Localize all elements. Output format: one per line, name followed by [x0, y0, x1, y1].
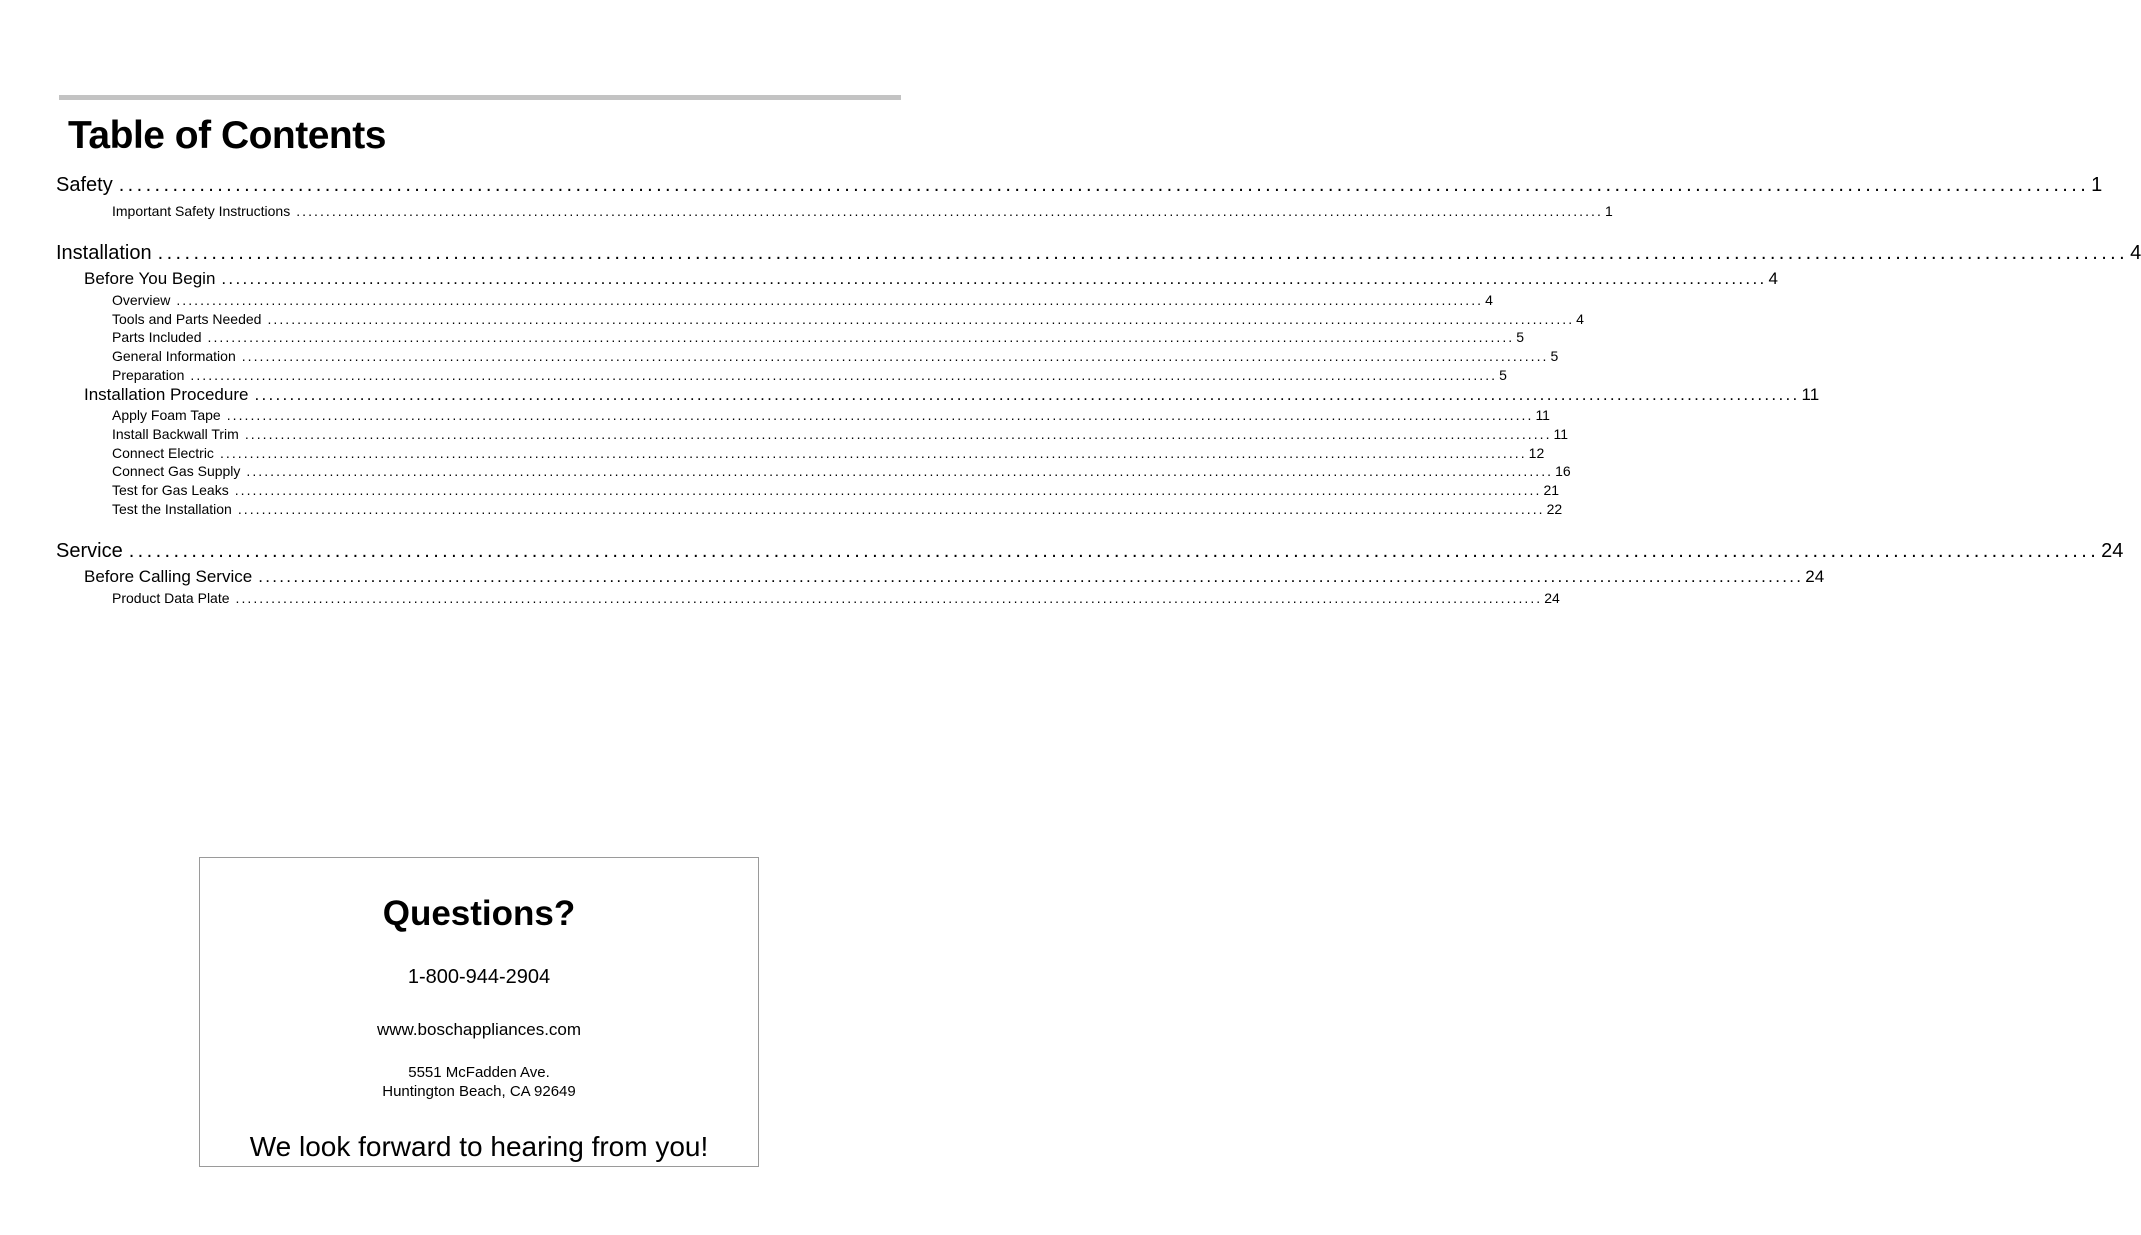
toc-entry-parts-included[interactable] [112, 329, 1525, 345]
closing-message: We look forward to hearing from you! [249, 1131, 709, 1162]
toc-page-number: 11 [1535, 407, 1550, 423]
toc-entry-installation[interactable] [56, 242, 2141, 265]
toc-entry-important-safety-instructions[interactable] [112, 203, 1613, 219]
toc-label: Installation [56, 242, 152, 264]
toc-label: Connect Electric [112, 445, 214, 461]
toc-page-number: 12 [1528, 445, 1545, 461]
toc-page-number: 11 [1553, 426, 1569, 442]
address-line-2: Huntington Beach, CA 92649 [382, 1083, 576, 1100]
toc-label: Connect Gas Supply [112, 463, 241, 479]
toc-page-number: 4 [1768, 269, 1778, 288]
toc-label: Preparation [112, 367, 185, 383]
toc-label: Parts Included [112, 329, 202, 345]
table-of-contents [56, 0, 2141, 620]
dot-leader: ............................................................................................................................................................................................................................ [128, 540, 2100, 562]
dot-leader: ............................................................................................................................................................................................................................ [237, 501, 1545, 517]
toc-label: Product Data Plate [112, 590, 230, 606]
toc-entry-apply-foam-tape[interactable] [112, 407, 1550, 423]
toc-page-number: 24 [1544, 590, 1560, 606]
dot-leader: ............................................................................................................................................................................................................................ [226, 407, 1534, 423]
toc-label: Install Backwall Trim [112, 426, 239, 442]
toc-label: Test for Gas Leaks [112, 482, 229, 498]
dot-leader: ............................................................................................................................................................................................................................ [235, 590, 1543, 606]
toc-page-number: 5 [1516, 329, 1525, 345]
toc-label: Service [56, 540, 123, 562]
toc-entry-connect-gas-supply[interactable] [112, 463, 1571, 479]
toc-entry-preparation[interactable] [112, 367, 1507, 383]
toc-page-number: 4 [2130, 242, 2141, 264]
toc-page-number: 1 [2091, 174, 2103, 196]
toc-entry-connect-electric[interactable] [112, 445, 1545, 461]
toc-entry-installation-procedure[interactable] [84, 385, 1820, 405]
dot-leader: ............................................................................................................................................................................................................................ [219, 445, 1527, 461]
toc-entry-tools-and-parts-needed[interactable] [112, 311, 1584, 327]
dot-leader: ............................................................................................................................................................................................................................ [157, 242, 2129, 264]
address-line-1: 5551 McFadden Ave. [408, 1064, 550, 1081]
toc-entry-before-calling-service[interactable] [84, 567, 1825, 587]
toc-label: Before Calling Service [84, 567, 253, 586]
toc-entry-overview[interactable] [112, 292, 1493, 308]
toc-entry-before-you-begin[interactable] [84, 269, 1778, 289]
dot-leader: ............................................................................................................................................................................................................................ [241, 348, 1549, 364]
toc-label: Apply Foam Tape [112, 407, 221, 423]
dot-leader: ............................................................................................................................................................................................................................ [246, 463, 1554, 479]
toc-page-number: 21 [1543, 482, 1560, 498]
questions-heading: Questions? [382, 894, 576, 933]
toc-page-number: 11 [1801, 385, 1820, 404]
dot-leader: ............................................................................................................................................................................................................................ [254, 385, 1800, 404]
toc-page-number: 24 [2101, 540, 2124, 562]
dot-leader: ............................................................................................................................................................................................................................ [176, 292, 1484, 308]
toc-page-number: 4 [1485, 292, 1493, 308]
website-link[interactable]: www.boschappliances.com [376, 1020, 582, 1039]
dot-leader: ............................................................................................................................................................................................................................ [221, 269, 1767, 288]
toc-entry-test-for-gas-leaks[interactable] [112, 482, 1560, 498]
dot-leader: ............................................................................................................................................................................................................................ [244, 426, 1552, 442]
toc-label: Before You Begin [84, 269, 216, 288]
dot-leader: ............................................................................................................................................................................................................................ [207, 329, 1515, 345]
toc-page-number: 5 [1550, 348, 1559, 364]
page-title: Table of Contents [68, 114, 386, 157]
toc-entry-product-data-plate[interactable] [112, 590, 1560, 606]
dot-leader: ............................................................................................................................................................................................................................ [267, 311, 1575, 327]
toc-entry-install-backwall-trim[interactable] [112, 426, 1569, 442]
toc-label: Important Safety Instructions [112, 203, 291, 219]
toc-label: General Information [112, 348, 236, 364]
dot-leader: ............................................................................................................................................................................................................................ [296, 203, 1603, 219]
dot-leader: ............................................................................................................................................................................................................................ [190, 367, 1498, 383]
toc-page-number: 22 [1546, 501, 1563, 517]
toc-label: Installation Procedure [84, 385, 249, 404]
dot-leader: ............................................................................................................................................................................................................................ [234, 482, 1542, 498]
toc-entry-safety[interactable] [56, 174, 2103, 197]
toc-label: Overview [112, 292, 171, 308]
toc-page-number: 1 [1604, 203, 1613, 219]
toc-page-number: 4 [1576, 311, 1584, 327]
toc-page-number: 16 [1555, 463, 1571, 479]
toc-label: Tools and Parts Needed [112, 311, 262, 327]
toc-label: Test the Installation [112, 501, 232, 517]
questions-box [199, 857, 759, 1167]
toc-entry-test-the-installation[interactable] [112, 501, 1563, 517]
toc-entry-general-information[interactable] [112, 348, 1559, 364]
toc-entry-service[interactable] [56, 540, 2124, 563]
toc-label: Safety [56, 174, 113, 196]
dot-leader: ............................................................................................................................................................................................................................ [118, 174, 2090, 196]
toc-page-number: 5 [1499, 367, 1507, 383]
phone-number: 1-800-944-2904 [407, 966, 551, 988]
toc-page-number: 24 [1805, 567, 1825, 586]
dot-leader: ............................................................................................................................................................................................................................ [258, 567, 1804, 586]
